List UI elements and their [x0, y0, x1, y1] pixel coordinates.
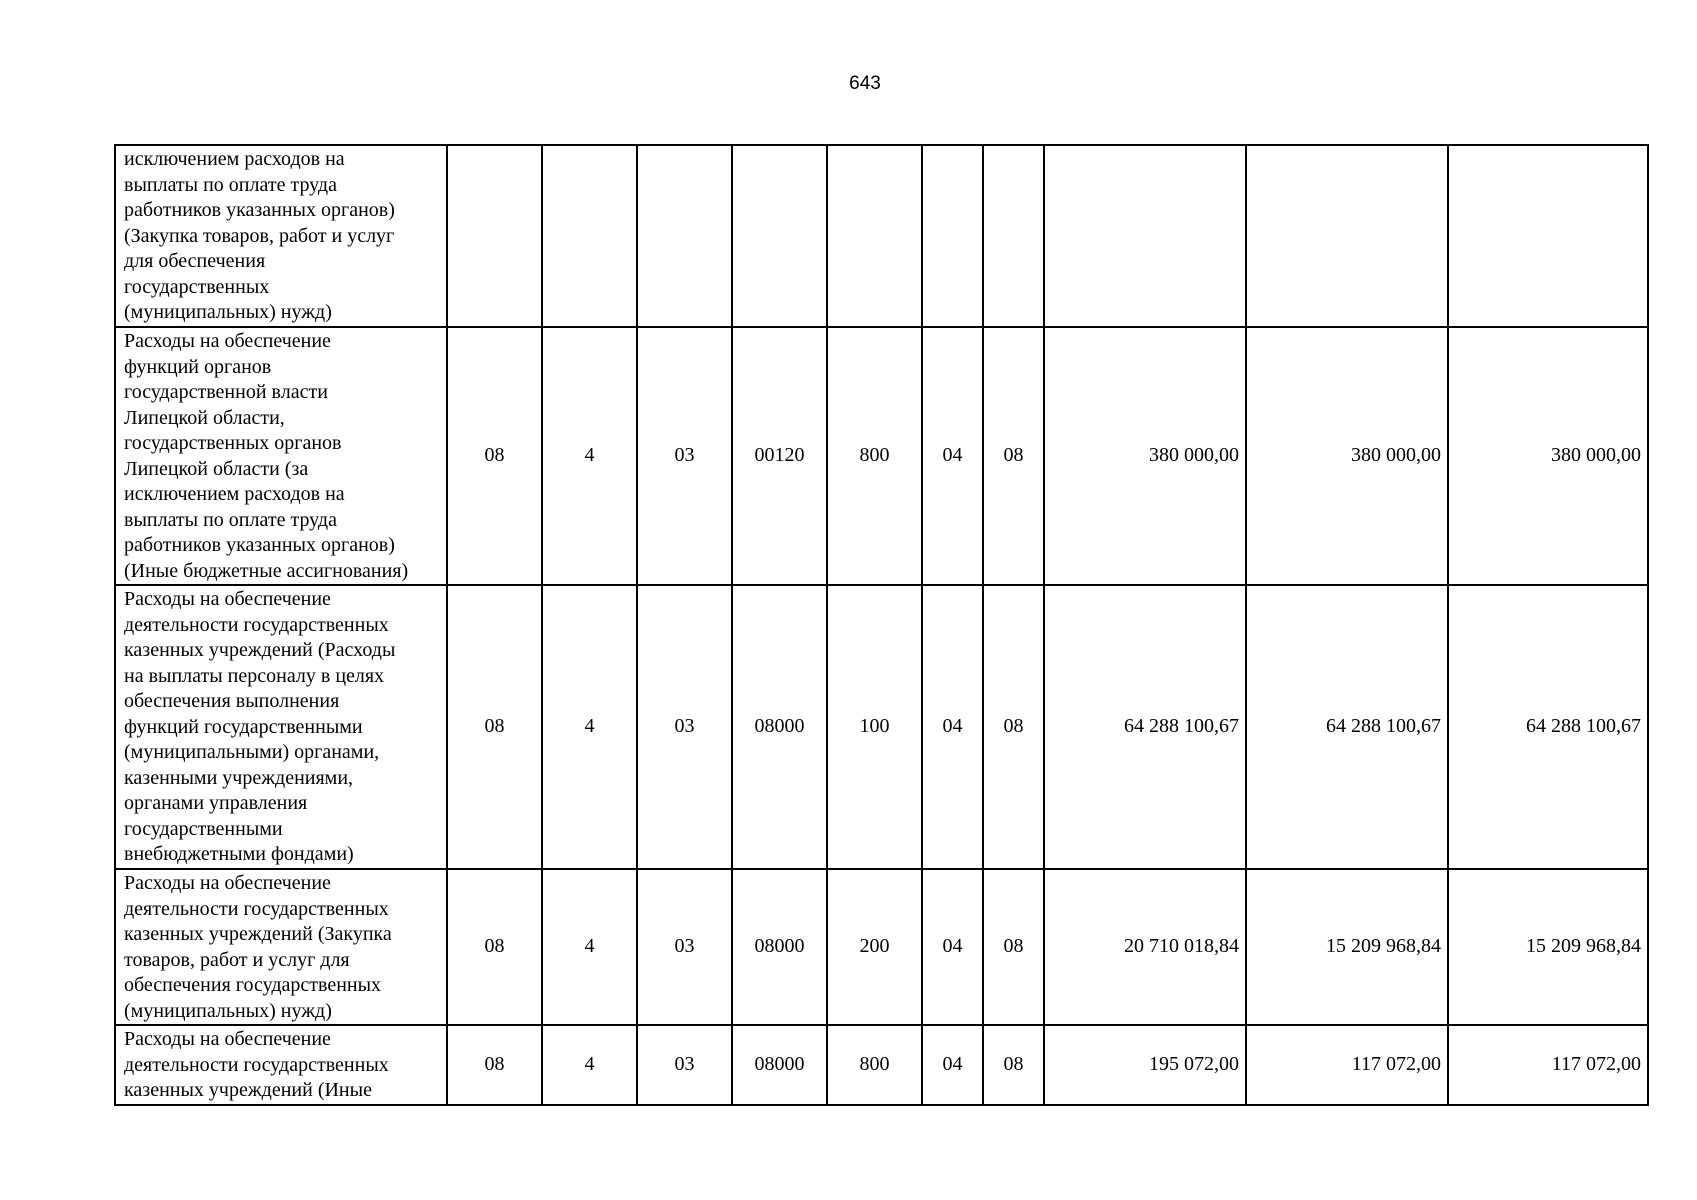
row-description: Расходы на обеспечение функций органов государственной власти Липецкой области, государственных органов Липецкой области (за исключением расходов на выплаты по оплате труда работников указанных органов) (Иные бюджетные ассигнования) — [115, 327, 447, 585]
code-cell: 03 — [637, 585, 732, 869]
code-cell — [983, 145, 1044, 327]
amount-cell: 15 209 968,84 — [1448, 869, 1648, 1025]
code-cell: 08 — [447, 869, 542, 1025]
table-row — [115, 585, 1648, 869]
amount-cell: 64 288 100,67 — [1044, 585, 1246, 869]
amount-cell — [1448, 145, 1648, 327]
code-cell: 04 — [922, 869, 983, 1025]
code-cell: 04 — [922, 585, 983, 869]
amount-cell: 64 288 100,67 — [1448, 585, 1648, 869]
code-cell — [922, 145, 983, 327]
code-cell: 800 — [827, 327, 922, 585]
code-cell: 08 — [983, 869, 1044, 1025]
amount-cell: 64 288 100,67 — [1246, 585, 1448, 869]
code-cell: 04 — [922, 327, 983, 585]
code-cell: 08 — [983, 585, 1044, 869]
amount-cell — [1246, 145, 1448, 327]
code-cell: 08000 — [732, 869, 827, 1025]
page-number: 643 — [849, 73, 881, 94]
code-cell: 08 — [983, 1025, 1044, 1105]
amount-cell: 20 710 018,84 — [1044, 869, 1246, 1025]
code-cell: 4 — [542, 869, 637, 1025]
amount-cell — [1044, 145, 1246, 327]
code-cell: 4 — [542, 585, 637, 869]
table-row — [115, 1025, 1648, 1105]
code-cell: 4 — [542, 327, 637, 585]
code-cell: 08 — [983, 327, 1044, 585]
code-cell: 800 — [827, 1025, 922, 1105]
table-row — [115, 145, 1648, 327]
code-cell: 04 — [922, 1025, 983, 1105]
code-cell: 100 — [827, 585, 922, 869]
code-cell: 200 — [827, 869, 922, 1025]
amount-cell: 117 072,00 — [1246, 1025, 1448, 1105]
row-description: Расходы на обеспечение деятельности государственных казенных учреждений (Расходы на выплаты персоналу в целях обеспечения выполнения функций государственными (муниципальными) органами, казенными учреждениями, органами управления государственными внебюджетными фондами) — [115, 585, 447, 869]
code-cell — [637, 145, 732, 327]
amount-cell: 117 072,00 — [1448, 1025, 1648, 1105]
code-cell: 08000 — [732, 1025, 827, 1105]
code-cell — [827, 145, 922, 327]
amount-cell: 195 072,00 — [1044, 1025, 1246, 1105]
amount-cell: 380 000,00 — [1448, 327, 1648, 585]
code-cell: 00120 — [732, 327, 827, 585]
amount-cell: 15 209 968,84 — [1246, 869, 1448, 1025]
code-cell: 03 — [637, 327, 732, 585]
code-cell — [732, 145, 827, 327]
row-description: Расходы на обеспечение деятельности государственных казенных учреждений (Иные — [115, 1025, 447, 1105]
code-cell: 08 — [447, 1025, 542, 1105]
table-row — [115, 869, 1648, 1025]
code-cell — [542, 145, 637, 327]
amount-cell: 380 000,00 — [1044, 327, 1246, 585]
row-description: Расходы на обеспечение деятельности государственных казенных учреждений (Закупка товаров, работ и услуг для обеспечения государственных (муниципальных) нужд) — [115, 869, 447, 1025]
budget-table — [114, 144, 1649, 1106]
code-cell: 03 — [637, 869, 732, 1025]
code-cell: 08 — [447, 585, 542, 869]
code-cell: 08 — [447, 327, 542, 585]
table-row — [115, 327, 1648, 585]
amount-cell: 380 000,00 — [1246, 327, 1448, 585]
code-cell: 4 — [542, 1025, 637, 1105]
code-cell: 03 — [637, 1025, 732, 1105]
code-cell: 08000 — [732, 585, 827, 869]
row-description: исключением расходов на выплаты по оплате труда работников указанных органов) (Закупка товаров, работ и услуг для обеспечения государственных (муниципальных) нужд) — [115, 145, 447, 327]
code-cell — [447, 145, 542, 327]
